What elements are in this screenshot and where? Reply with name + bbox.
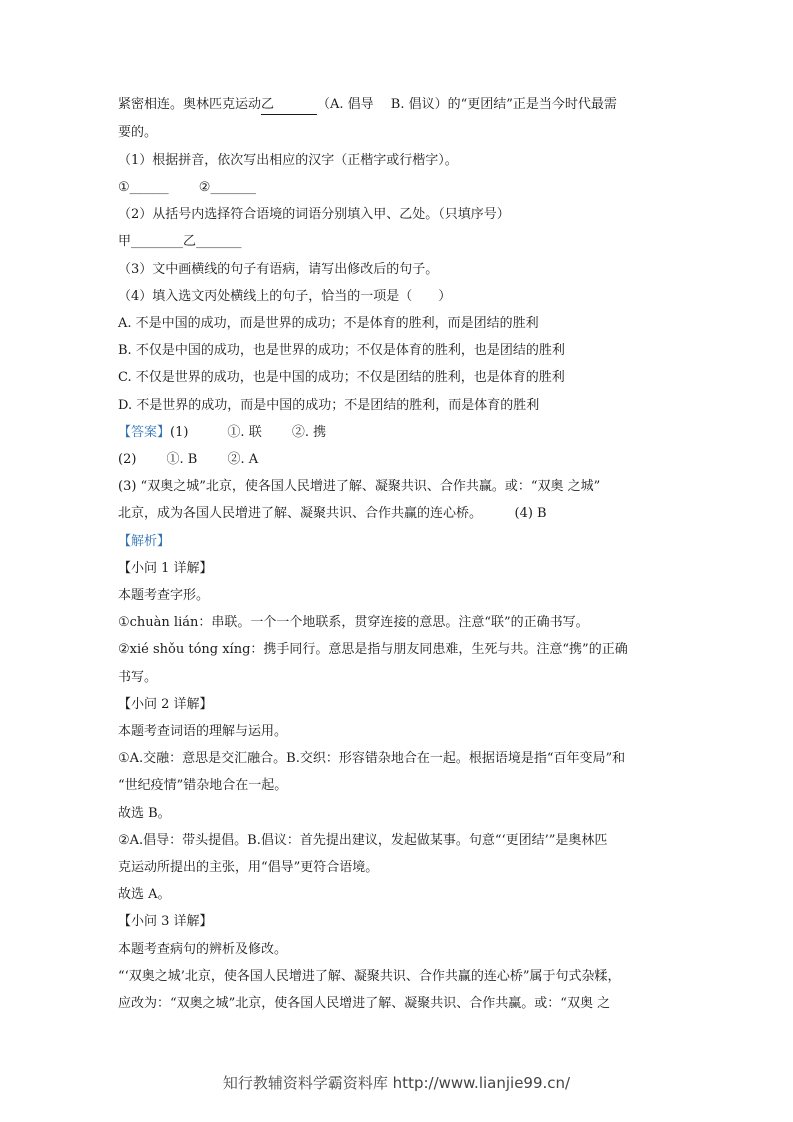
answer-blanks-2: 甲________乙_______ <box>118 234 242 249</box>
blank-yi: 乙 <box>261 96 317 115</box>
text-line: 本题考查病句的辨析及修改。 <box>118 942 288 957</box>
text-line: “世纪疫情”错杂地合在一起。 <box>118 778 288 793</box>
text-line: “‘双奥之城’北京，使各国人民增进了解、凝聚共识、合作共赢的连心桥”属于句式杂糅， <box>118 969 621 984</box>
text-line: 要的。 <box>118 125 158 140</box>
question-3: （3）文中画横线的句子有语病，请写出修改后的句子。 <box>118 262 439 277</box>
answer-label: 【答案】 <box>118 425 171 440</box>
text-line: 应改为：“双奥之城”北京，使各国人民增进了解、凝聚共识、合作共赢。或：“双奥 之 <box>118 996 611 1011</box>
question-2: （2）从括号内选择符合语境的词语分别填入甲、乙处。（只填序号） <box>118 207 510 222</box>
option-c: C. 不仅是世界的成功，也是中国的成功；不仅是团结的胜利，也是体育的胜利 <box>118 370 565 385</box>
text-span: 紧密相连。奥林匹克运动 <box>118 97 262 112</box>
option-b: B. 不仅是中国的成功，也是世界的成功；不仅是体育的胜利，也是团结的胜利 <box>118 343 565 358</box>
text-span: （A. 倡导 B. 倡议）的“更团结”正是当今时代最需 <box>317 97 617 112</box>
text-line: ①A.交融：意思是交汇融合。B.交织：形容错杂地合在一起。根据语境是指“百年变局”和 <box>118 751 626 766</box>
sub-heading-1: 【小问 1 详解】 <box>118 561 213 576</box>
sub-heading-3: 【小问 3 详解】 <box>118 914 213 929</box>
text-line: 本题考查字形。 <box>118 588 210 603</box>
text-line: ②xié shǒu tóng xíng：携手同行。意思是指与朋友同患难，生死与共。注意“携”的正确 <box>118 642 628 657</box>
text-line: 故选 B。 <box>118 806 171 821</box>
text-line: 书写。 <box>118 670 158 685</box>
text-line: ①chuàn lián：串联。一个一个地联系，贯穿连接的意思。注意“联”的正确书写。 <box>118 615 589 630</box>
sub-heading-2: 【小问 2 详解】 <box>118 697 213 712</box>
answer-3: (3) “双奥之城”北京，使各国人民增进了解、凝聚共识、合作共赢。或：“双奥 之城” <box>118 479 601 494</box>
answer-2: (2) ①. B ②. A <box>118 452 259 467</box>
option-a: A. 不是中国的成功，而是世界的成功；不是体育的胜利，而是团结的胜利 <box>118 316 539 331</box>
question-1: （1）根据拼音，依次写出相应的汉字（正楷字或行楷字）。 <box>118 153 458 168</box>
answer-heading: 【答案】(1) ①. 联 ②. 携 <box>118 425 327 440</box>
text-line: 本题考查词语的理解与运用。 <box>118 724 288 739</box>
question-4: （4）填入选文丙处横线上的句子，恰当的一项是（ ） <box>118 289 452 304</box>
analysis-label: 【解析】 <box>118 534 171 549</box>
text-line <box>118 96 678 115</box>
footer-watermark: 知行教辅资料学霸资料库 http://www.lianjie99.cn/ <box>222 1074 571 1092</box>
text-line: 故选 A。 <box>118 887 171 902</box>
answer-3-cont: 北京，成为各国人民增进了解、凝聚共识、合作共赢的连心桥。 (4) B <box>118 506 547 521</box>
option-d: D. 不是世界的成功，而是中国的成功；不是团结的胜利，而是体育的胜利 <box>118 398 540 413</box>
answer-blanks-1: ①______ ②_______ <box>118 180 256 195</box>
text-line: ②A.倡导：带头提倡。B.倡议：首先提出建议，发起做某事。句意“‘更团结’”是奥林匹 <box>118 833 608 848</box>
text-line: 克运动所提出的主张，用“倡导”更符合语境。 <box>118 860 379 875</box>
